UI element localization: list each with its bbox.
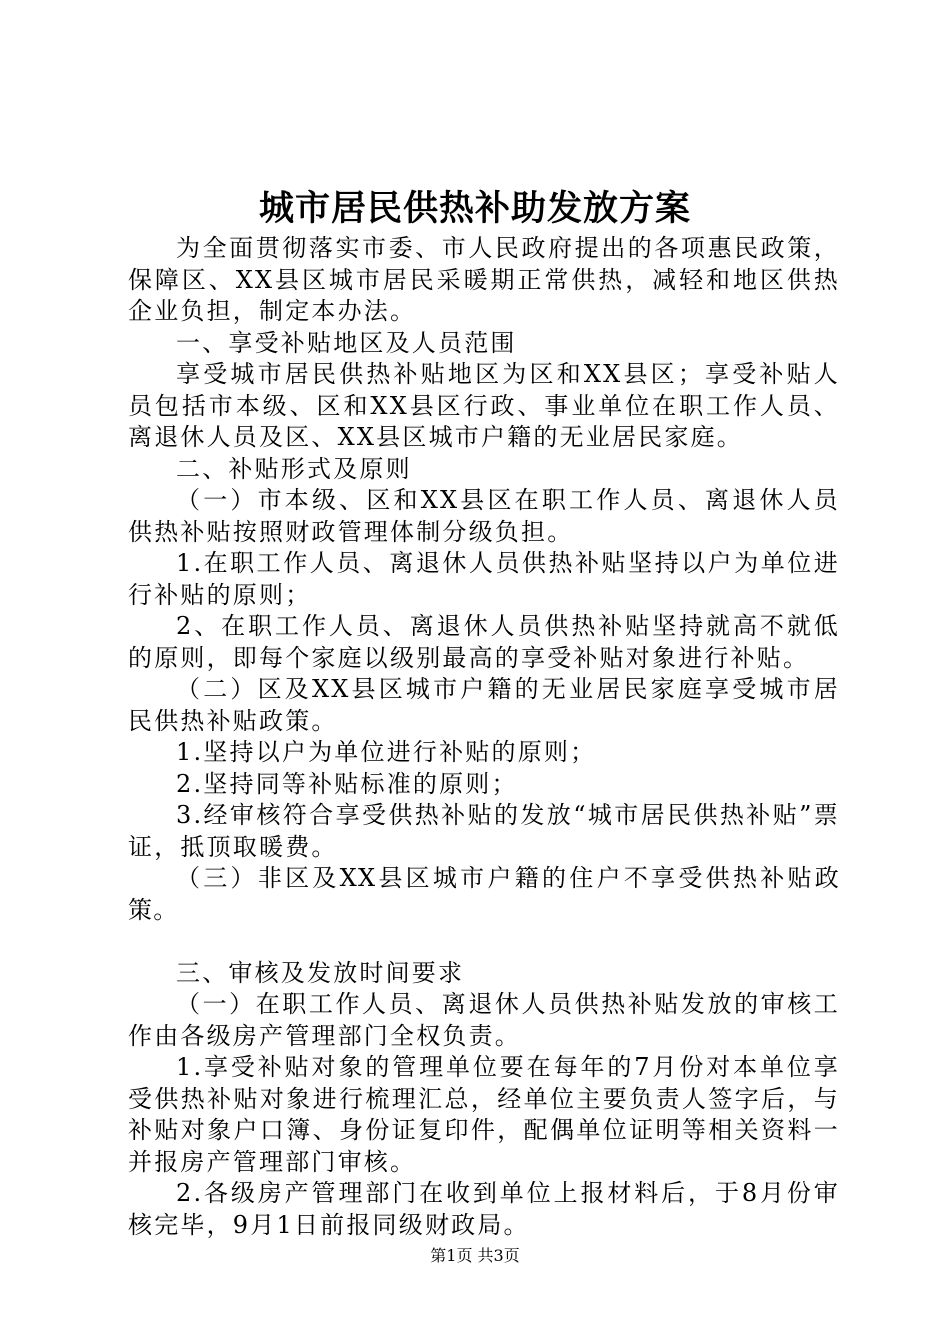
section-heading-1: 一、享受补贴地区及人员范围 bbox=[176, 328, 517, 357]
intro-paragraph: 为全面贯彻落实市委、市人民政府提出的各项惠民政策，保障区、XX县区城市居民采暖期正常供热，减轻和地区供热企业负担，制定本办法。 bbox=[128, 234, 840, 325]
paragraph: （二）区及XX县区城市户籍的无业居民家庭享受城市居民供热补贴政策。 bbox=[128, 675, 840, 735]
list-item: 1.在职工作人员、离退休人员供热补贴坚持以户为单位进行补贴的原则； bbox=[128, 549, 840, 609]
list-item: 2.坚持同等补贴标准的原则； bbox=[176, 769, 518, 798]
list-item: 3.经审核符合享受供热补贴的发放“城市居民供热补贴”票证，抵顶取暖费。 bbox=[128, 801, 840, 861]
section-heading-2: 二、补贴形式及原则 bbox=[176, 454, 412, 483]
document-body bbox=[128, 233, 840, 1241]
document-title: 城市居民供热补助发放方案 bbox=[258, 188, 691, 229]
paragraph: （一）在职工作人员、离退休人员供热补贴发放的审核工作由各级房产管理部门全权负责。 bbox=[128, 990, 840, 1050]
page-number: 第1页 共3页 bbox=[430, 1246, 520, 1265]
section-heading-3: 三、审核及发放时间要求 bbox=[176, 958, 465, 987]
list-item: 1.享受补贴对象的管理单位要在每年的7月份对本单位享受供热补贴对象进行梳理汇总，经单位主要负责人签字后，与补贴对象户口簿、身份证复印件，配偶单位证明等相关资料一并报房产管理部门审核。 bbox=[128, 1053, 840, 1176]
list-item: 1.坚持以户为单位进行补贴的原则； bbox=[176, 738, 597, 766]
paragraph: （三）非区及XX县区城市户籍的住户不享受供热补贴政策。 bbox=[128, 864, 840, 924]
paragraph: （一）市本级、区和XX县区在职工作人员、离退休人员供热补贴按照财政管理体制分级负担。 bbox=[128, 486, 840, 546]
paragraph: 享受城市居民供热补贴地区为区和XX县区；享受补贴人员包括市本级、区和XX县区行政、事业单位在职工作人员、离退休人员及区、XX县区城市户籍的无业居民家庭。 bbox=[128, 360, 840, 451]
list-item: 2、在职工作人员、离退休人员供热补贴坚持就高不就低的原则，即每个家庭以级别最高的享受补贴对象进行补贴。 bbox=[128, 612, 840, 672]
list-item: 2.各级房产管理部门在收到单位上报材料后，于8月份审核完毕，9月1日前报同级财政局。 bbox=[128, 1179, 840, 1239]
